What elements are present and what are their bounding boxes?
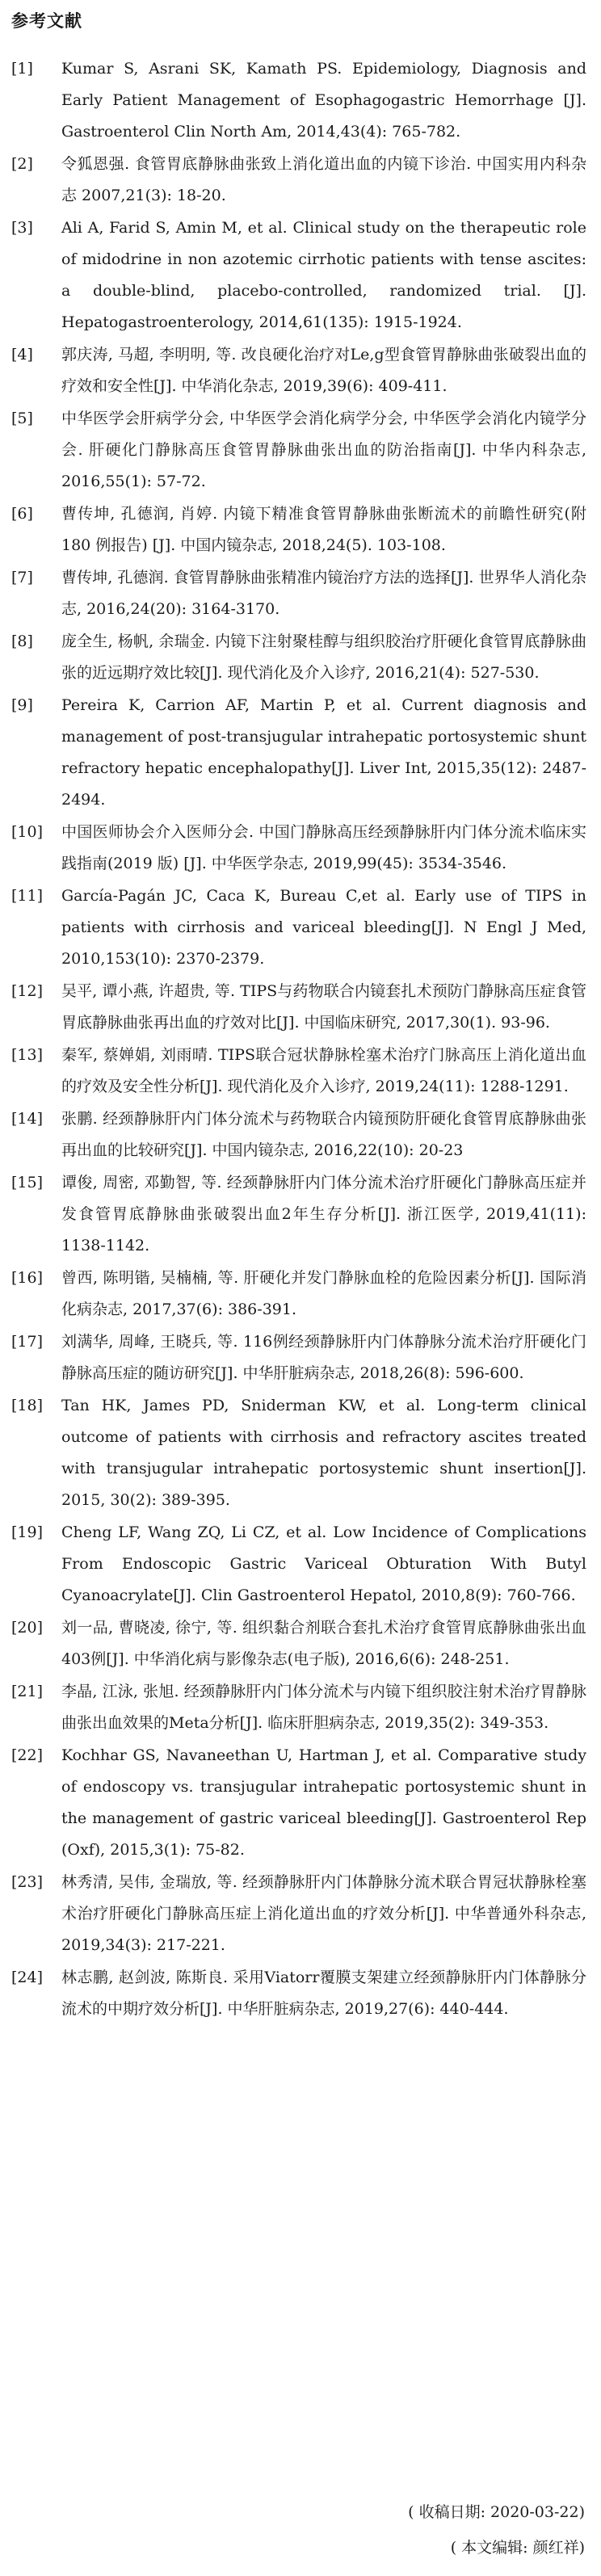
- reference-number: [17]: [11, 1333, 44, 1351]
- reference-item: [11, 1040, 586, 1103]
- reference-text: 秦军, 蔡婵娟, 刘雨晴. TIPS联合冠状静脉栓塞术治疗门脉高压上消化道出血的疗效及安全性分析[J]. 现代消化及介入诊疗, 2019,24(11): 1288-1291.: [61, 1046, 586, 1095]
- reference-item: [11, 562, 586, 625]
- reference-text: 曹传坤, 孔德润. 食管胃静脉曲张精准内镜治疗方法的选择[J]. 世界华人消化杂志, 2016,24(20): 3164-3170.: [61, 569, 586, 618]
- reference-text: Pereira K, Carrion AF, Martin P, et al. Current diagnosis and management of post-transjugular intrahepatic portosystemic shunt refractory hepatic encephalopathy[J]. Liver Int, 2015,35(12): 2487-2494.: [61, 696, 586, 809]
- reference-item: [11, 1740, 586, 1866]
- reference-item: [11, 498, 586, 561]
- reference-number: [1]: [11, 60, 33, 78]
- reference-number: [2]: [11, 155, 33, 173]
- reference-number: [15]: [11, 1174, 44, 1191]
- reference-text: 林志鹏, 赵剑波, 陈斯良. 采用Viatorr覆膜支架建立经颈静脉肝内门体静脉分流术的中期疗效分析[J]. 中华肝脏病杂志, 2019,27(6): 440-444.: [61, 1969, 586, 2018]
- reference-text: Tan HK, James PD, Sniderman KW, et al. Long-term clinical outcome of patients with cirrhosis and refractory ascites treated with transjugular intrahepatic portosystemic shunt insertion[J]. 2015, 30(2): 389-395.: [61, 1397, 586, 1509]
- reference-text: Cheng LF, Wang ZQ, Li CZ, et al. Low Incidence of Complications From Endoscopic Gastric Variceal Obturation With Butyl Cyanoacrylate[J]. Clin Gastroenterol Hepatol, 2010,8(9): 760-766.: [61, 1523, 586, 1604]
- reference-number: [4]: [11, 346, 33, 363]
- reference-text: Ali A, Farid S, Amin M, et al. Clinical study on the therapeutic role of midodrine in non azotemic cirrhotic patients with tense ascites: a double-blind, placebo-controlled, randomized trial. [J]. Hepatogastroenterology, 2014,61(135): 1915-1924.: [61, 219, 586, 331]
- reference-item: [11, 976, 586, 1039]
- reference-number: [11]: [11, 887, 44, 905]
- reference-text: 刘满华, 周峰, 王晓兵, 等. 116例经颈静脉肝内门体静脉分流术治疗肝硬化门静脉高压症的随访研究[J]. 中华肝脏病杂志, 2018,26(8): 596-600.: [61, 1333, 586, 1382]
- reference-item: [11, 403, 586, 498]
- reference-item: [11, 212, 586, 338]
- reference-text: 令狐恩强. 食管胃底静脉曲张致上消化道出血的内镜下诊治. 中国实用内科杂志 2007,21(3): 18-20.: [61, 155, 586, 204]
- reference-text: García-Pagán JC, Caca K, Bureau C,et al. Early use of TIPS in patients with cirrhosis and variceal bleeding[J]. N Engl J Med, 2010,153(10): 2370-2379.: [61, 887, 586, 968]
- reference-text: 庞全生, 杨帆, 余瑞金. 内镜下注射聚桂醇与组织胶治疗肝硬化食管胃底静脉曲张的近远期疗效比较[J]. 现代消化及介入诊疗, 2016,21(4): 527-530.: [61, 632, 586, 682]
- received-date: ( 收稿日期: 2020-03-22): [408, 2503, 585, 2521]
- reference-number: [9]: [11, 696, 33, 714]
- reference-number: [3]: [11, 219, 33, 237]
- reference-text: Kumar S, Asrani SK, Kamath PS. Epidemiology, Diagnosis and Early Patient Management of Esophagogastric Hemorrhage [J]. Gastroenterol Clin North Am, 2014,43(4): 765-782.: [61, 60, 586, 141]
- reference-number: [14]: [11, 1110, 44, 1128]
- reference-text: 刘一品, 曹晓凌, 徐宁, 等. 组织黏合剂联合套扎术治疗食管胃底静脉曲张出血403例[J]. 中华消化病与影像杂志(电子版), 2016,6(6): 248-251.: [61, 1619, 586, 1668]
- reference-number: [16]: [11, 1269, 44, 1287]
- reference-item: [11, 690, 586, 816]
- reference-number: [6]: [11, 505, 33, 523]
- reference-item: [11, 1676, 586, 1739]
- reference-item: [11, 1867, 586, 1961]
- reference-number: [18]: [11, 1397, 44, 1414]
- reference-text: 李晶, 江泳, 张旭. 经颈静脉肝内门体分流术与内镜下组织胶注射术治疗胃静脉曲张出血效果的Meta分析[J]. 临床肝胆病杂志, 2019,35(2): 349-353.: [61, 1683, 586, 1732]
- reference-text: 中国医师协会介入医师分会. 中国门静脉高压经颈静脉肝内门体分流术临床实践指南(2019 版) [J]. 中华医学杂志, 2019,99(45): 3534-3546.: [61, 823, 586, 872]
- reference-item: [11, 149, 586, 212]
- reference-text: 曾西, 陈明锴, 吴楠楠, 等. 肝硬化并发门静脉血栓的危险因素分析[J]. 国际消化病杂志, 2017,37(6): 386-391.: [61, 1269, 586, 1318]
- reference-item: [11, 1103, 586, 1166]
- reference-item: [11, 1263, 586, 1326]
- reference-text: 林秀清, 吴伟, 金瑞放, 等. 经颈静脉肝内门体静脉分流术联合胃冠状静脉栓塞术治疗肝硬化门静脉高压症上消化道出血的疗效分析[J]. 中华普通外科杂志, 2019,34(3): 217-221.: [61, 1873, 586, 1954]
- reference-item: [11, 1390, 586, 1516]
- reference-item: [11, 626, 586, 689]
- article-footer: [408, 2494, 585, 2565]
- references-heading: 参考文献: [11, 11, 82, 31]
- reference-number: [19]: [11, 1523, 44, 1541]
- reference-number: [21]: [11, 1683, 44, 1700]
- reference-number: [5]: [11, 410, 33, 427]
- reference-number: [10]: [11, 823, 44, 841]
- reference-number: [7]: [11, 569, 33, 586]
- reference-number: [20]: [11, 1619, 44, 1637]
- reference-text: Kochhar GS, Navaneethan U, Hartman J, et al. Comparative study of endoscopy vs. transjugular intrahepatic portosystemic shunt in the management of gastric variceal bleeding[J]. Gastroenterol Rep (Oxf), 2015,3(1): 75-82.: [61, 1746, 586, 1859]
- reference-item: [11, 53, 586, 148]
- reference-text: 张鹏. 经颈静脉肝内门体分流术与药物联合内镜预防肝硬化食管胃底静脉曲张再出血的比较研究[J]. 中国内镜杂志, 2016,22(10): 20-23: [61, 1110, 586, 1159]
- reference-item: [11, 880, 586, 975]
- reference-text: 吴平, 谭小燕, 许超贵, 等. TIPS与药物联合内镜套扎术预防门静脉高压症食管胃底静脉曲张再出血的疗效对比[J]. 中国临床研究, 2017,30(1). 93-96.: [61, 982, 586, 1032]
- reference-item: [11, 1326, 586, 1389]
- reference-text: 谭俊, 周密, 邓勤智, 等. 经颈静脉肝内门体分流术治疗肝硬化门静脉高压症并发食管胃底静脉曲张破裂出血2年生存分析[J]. 浙江医学, 2019,41(11): 1138-1142.: [61, 1174, 586, 1254]
- reference-number: [13]: [11, 1046, 44, 1064]
- reference-item: [11, 817, 586, 880]
- reference-number: [22]: [11, 1746, 44, 1764]
- reference-list: [11, 53, 586, 2026]
- reference-item: [11, 339, 586, 402]
- reference-text: 曹传坤, 孔德润, 肖婷. 内镜下精准食管胃静脉曲张断流术的前瞻性研究(附 180 例报告) [J]. 中国内镜杂志, 2018,24(5). 103-108.: [61, 505, 586, 554]
- reference-item: [11, 1962, 586, 2025]
- editor-credit: ( 本文编辑: 颜红祥): [450, 2539, 585, 2557]
- reference-number: [8]: [11, 632, 33, 650]
- reference-item: [11, 1167, 586, 1262]
- reference-text: 中华医学会肝病学分会, 中华医学会消化病学分会, 中华医学会消化内镜学分会. 肝硬化门静脉高压食管胃静脉曲张出血的防治指南[J]. 中华内科杂志, 2016,55(1): 57-72.: [61, 410, 586, 490]
- reference-item: [11, 1517, 586, 1612]
- reference-item: [11, 1612, 586, 1675]
- reference-text: 郭庆涛, 马超, 李明明, 等. 改良硬化治疗对Le,g型食管胃静脉曲张破裂出血的疗效和安全性[J]. 中华消化杂志, 2019,39(6): 409-411.: [61, 346, 586, 395]
- reference-number: [24]: [11, 1969, 44, 1986]
- reference-number: [12]: [11, 982, 44, 1000]
- reference-number: [23]: [11, 1873, 44, 1891]
